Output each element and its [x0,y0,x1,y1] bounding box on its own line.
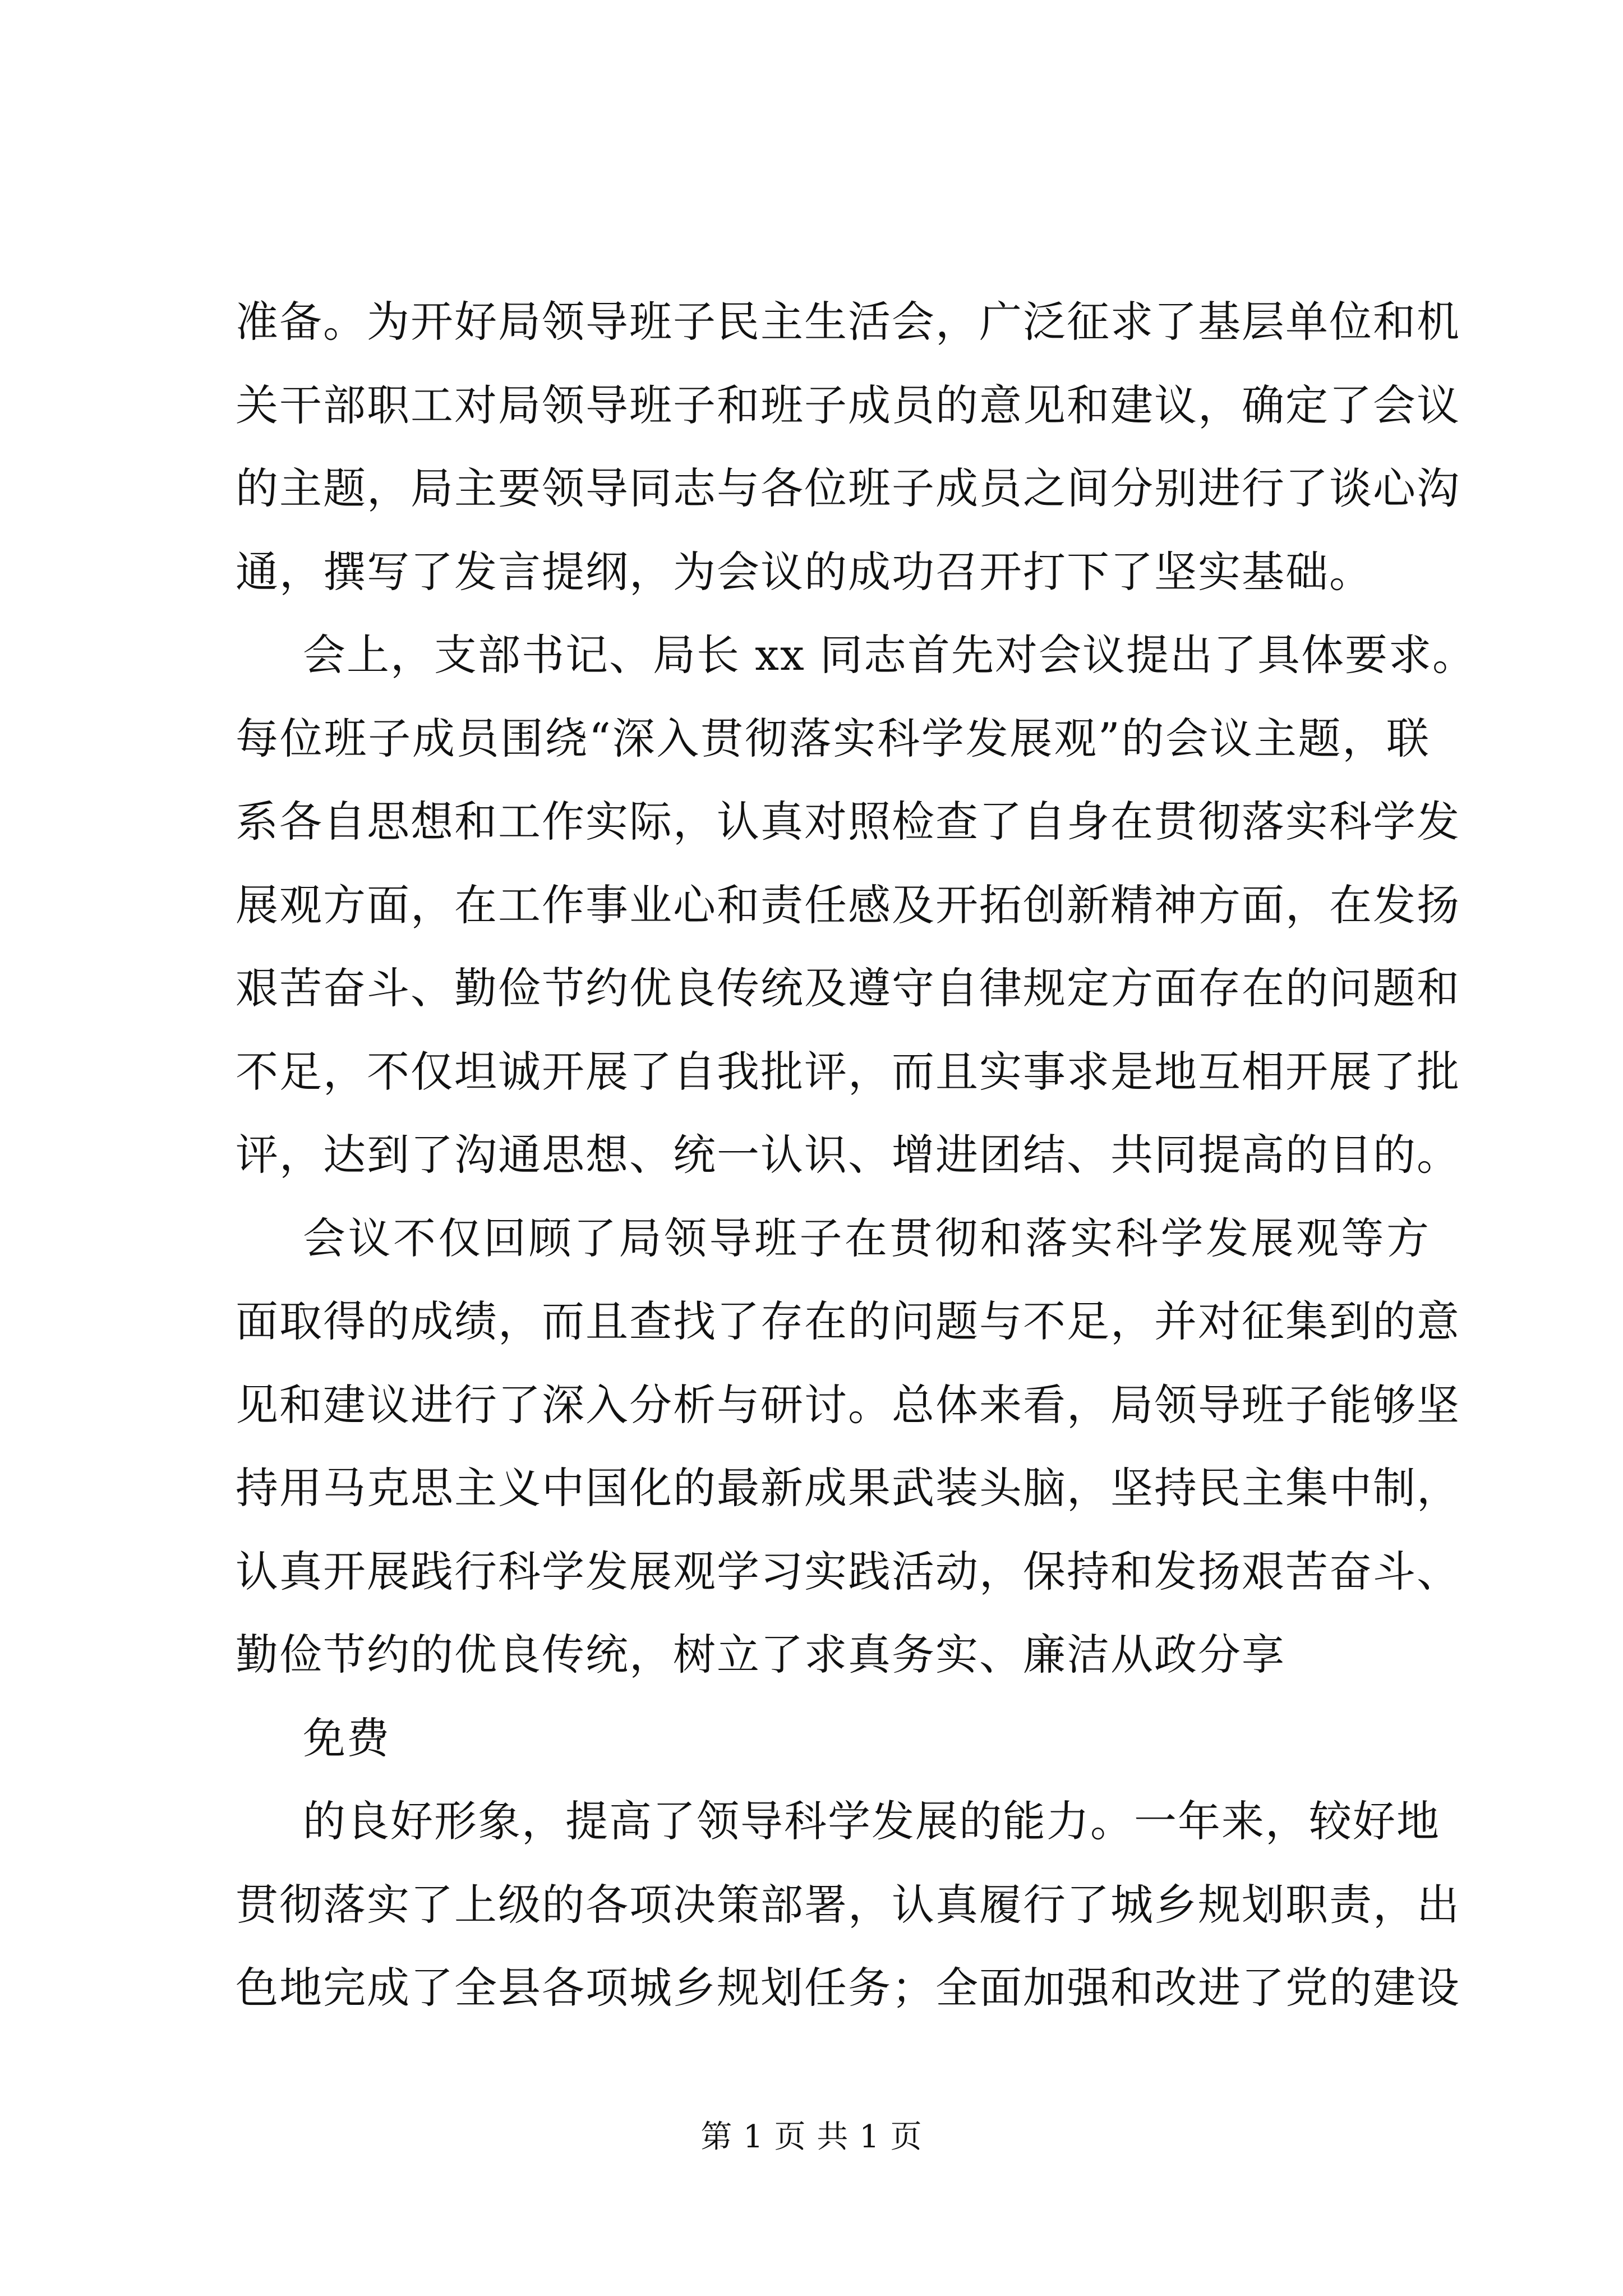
text-line: 认真开展践行科学发展观学习实践活动，保持和发扬艰苦奋斗、 [236,1546,1460,1596]
text-line: 会议不仅回顾了局领导班子在贯彻和落实科学发展观等方 [303,1213,1430,1263]
page-footer: 第 1 页 共 1 页 [700,2119,923,2155]
text-line: 系各自思想和工作实际，认真对照检查了自身在贯彻落实科学发 [236,797,1460,846]
text-line: 贯彻落实了上级的各项决策部署，认真履行了城乡规划职责，出 [236,1879,1460,1930]
text-line: 勤俭节约的优良传统，树立了求真务实、廉洁从政分享 [236,1630,1285,1680]
text-line: 每位班子成员围绕“深入贯彻落实科学发展观”的会议主题，联 [236,713,1430,763]
text-line: 评，达到了沟通思想、统一认识、增进团结、共同提高的目的。 [236,1130,1460,1180]
text-line: 不足，不仅坦诚开展了自我批评，而且实事求是地互相开展了批 [236,1046,1460,1097]
text-line: 见和建议进行了深入分析与研讨。总体来看，局领导班子能够坚 [236,1379,1460,1430]
text-line: 展观方面，在工作事业心和责任感及开拓创新精神方面，在发扬 [236,880,1460,930]
text-line: 艰苦奋斗、勤俭节约优良传统及遵守自律规定方面存在的问题和 [236,963,1460,1013]
text-line: 面取得的成绩，而且查找了存在的问题与不足，并对征集到的意 [236,1296,1460,1346]
text-line: 会上，支部书记、局长 xx 同志首先对会议提出了具体要求。 [303,630,1477,680]
text-line: 的主题，局主要领导同志与各位班子成员之间分别进行了谈心沟 [236,463,1460,513]
text-line: 关干部职工对局领导班子和班子成员的意见和建议，确定了会议 [236,380,1460,430]
text-line: 色地完成了全县各项城乡规划任务；全面加强和改进了党的建设 [236,1963,1460,2013]
text-line: 免费 [303,1713,390,1763]
text-line: 准备。为开好局领导班子民主生活会，广泛征求了基层单位和机 [236,297,1460,347]
text-line: 持用马克思主义中国化的最新成果武装头脑，坚持民主集中制， [236,1463,1460,1513]
text-line: 通，撰写了发言提纲，为会议的成功召开打下了坚实基础。 [236,546,1373,597]
text-line: 的良好形象，提高了领导科学发展的能力。一年来，较好地 [303,1796,1440,1846]
body-text [236,280,1477,2030]
